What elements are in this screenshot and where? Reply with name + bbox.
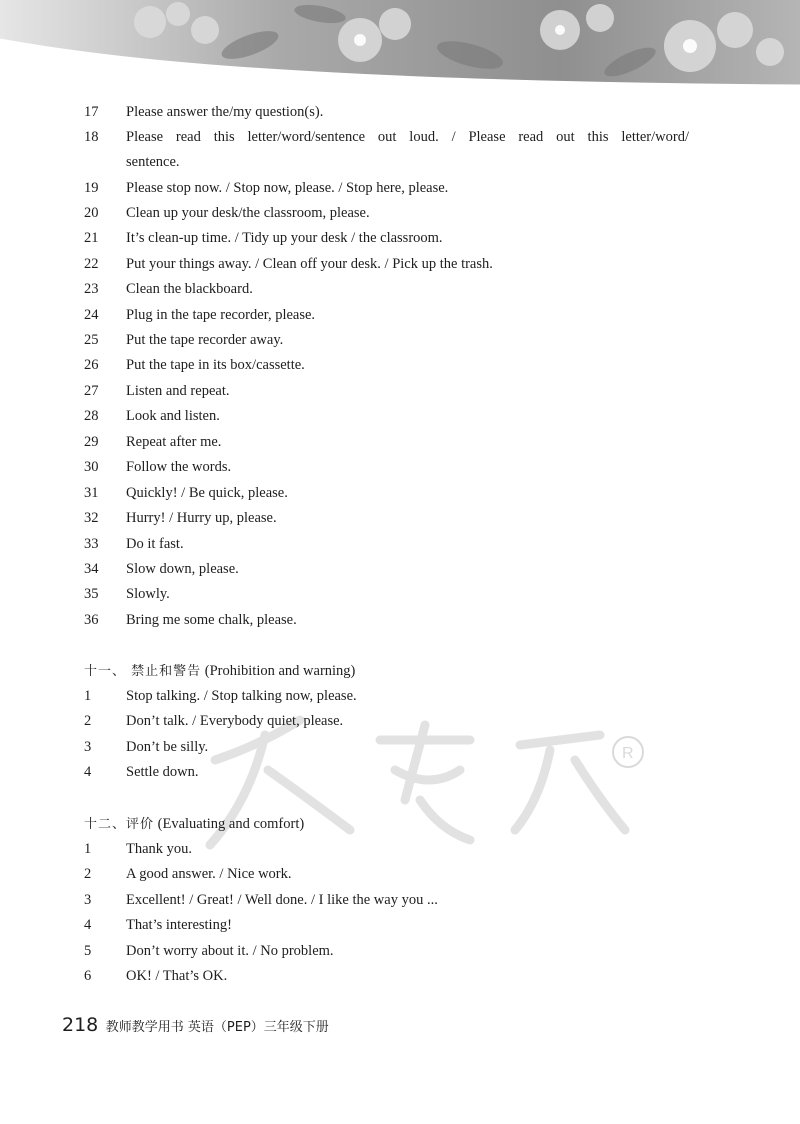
item-number: 34 xyxy=(84,561,99,577)
item-text: Stop talking. / Stop talking now, please. xyxy=(126,688,357,704)
item-text: Thank you. xyxy=(126,841,193,857)
item-text: Quickly! / Be quick, please. xyxy=(126,485,288,501)
item-number: 28 xyxy=(84,408,99,424)
item-text: Look and listen. xyxy=(126,408,220,424)
section-heading-chinese: 十二、评价 xyxy=(84,817,155,832)
item-text: Slow down, please. xyxy=(126,561,239,577)
item-text: Put your things away. / Clean off your desk. / Pick up the trash. xyxy=(126,256,493,272)
item-text: OK! / That’s OK. xyxy=(126,968,228,984)
item-number: 19 xyxy=(84,180,99,196)
item-text: Do it fast. xyxy=(126,536,184,552)
section-heading-english: (Evaluating and comfort) xyxy=(157,816,305,832)
item-number: 23 xyxy=(84,281,99,297)
item-text-continuation: sentence. xyxy=(126,154,180,170)
page-number: 218 xyxy=(62,1014,99,1036)
item-text: Put the tape in its box/cassette. xyxy=(126,357,305,373)
section-heading xyxy=(84,815,304,834)
item-number: 30 xyxy=(84,459,99,475)
item-number: 6 xyxy=(84,968,92,984)
item-text: Don’t worry about it. / No problem. xyxy=(126,943,334,959)
item-number: 22 xyxy=(84,256,99,272)
item-text: Plug in the tape recorder, please. xyxy=(126,307,316,323)
item-number: 25 xyxy=(84,332,99,348)
item-number: 21 xyxy=(84,230,99,246)
item-text: Clean up your desk/the classroom, please. xyxy=(126,205,370,221)
floral-pattern-icon xyxy=(0,0,800,92)
item-text: Put the tape recorder away. xyxy=(126,332,284,348)
section-heading-chinese: 十一、 禁止和警告 xyxy=(84,664,202,679)
item-text: A good answer. / Nice work. xyxy=(126,866,292,882)
item-text: Excellent! / Great! / Well done. / I like the way you ... xyxy=(126,892,438,908)
item-text: Listen and repeat. xyxy=(126,383,230,399)
item-text: Please stop now. / Stop now, please. / Stop here, please. xyxy=(126,180,449,196)
item-number: 3 xyxy=(84,739,92,755)
item-number: 18 xyxy=(84,129,99,145)
item-number: 27 xyxy=(84,383,99,399)
item-text: Bring me some chalk, please. xyxy=(126,612,297,628)
item-number: 35 xyxy=(84,586,99,602)
item-text: Settle down. xyxy=(126,764,199,780)
item-number: 4 xyxy=(84,917,92,933)
item-number: 33 xyxy=(84,536,99,552)
item-number: 36 xyxy=(84,612,99,628)
book-title: 教师教学用书 英语（PEP）三年级下册 xyxy=(105,1020,329,1035)
item-number: 29 xyxy=(84,434,99,450)
item-number: 17 xyxy=(84,104,99,120)
item-number: 1 xyxy=(84,688,92,704)
item-number: 32 xyxy=(84,510,99,526)
item-text: Please answer the/my question(s). xyxy=(126,104,324,120)
item-text: Repeat after me. xyxy=(126,434,222,450)
item-text: That’s interesting! xyxy=(126,917,232,933)
item-text: It’s clean-up time. / Tidy up your desk / the classroom. xyxy=(126,230,443,246)
section-heading xyxy=(84,662,355,681)
item-text: Please read this letter/word/sentence out loud. / Please read out this letter/word/ xyxy=(126,129,689,145)
item-number: 26 xyxy=(84,357,99,373)
item-number: 5 xyxy=(84,943,92,959)
item-number: 1 xyxy=(84,841,92,857)
item-number: 4 xyxy=(84,764,92,780)
item-number: 3 xyxy=(84,892,92,908)
item-number: 20 xyxy=(84,205,99,221)
item-number: 24 xyxy=(84,307,99,323)
item-text: Don’t talk. / Everybody quiet, please. xyxy=(126,713,344,729)
page-footer xyxy=(62,1014,329,1036)
item-text: Clean the blackboard. xyxy=(126,281,253,297)
floral-header-banner xyxy=(0,0,800,92)
item-number: 31 xyxy=(84,485,99,501)
item-number: 2 xyxy=(84,866,92,882)
item-text: Slowly. xyxy=(126,586,170,602)
svg-text:R: R xyxy=(622,745,634,762)
item-text: Follow the words. xyxy=(126,459,232,475)
item-number: 2 xyxy=(84,713,92,729)
section-heading-english: (Prohibition and warning) xyxy=(204,663,356,679)
item-text: Don’t be silly. xyxy=(126,739,209,755)
item-text: Hurry! / Hurry up, please. xyxy=(126,510,277,526)
